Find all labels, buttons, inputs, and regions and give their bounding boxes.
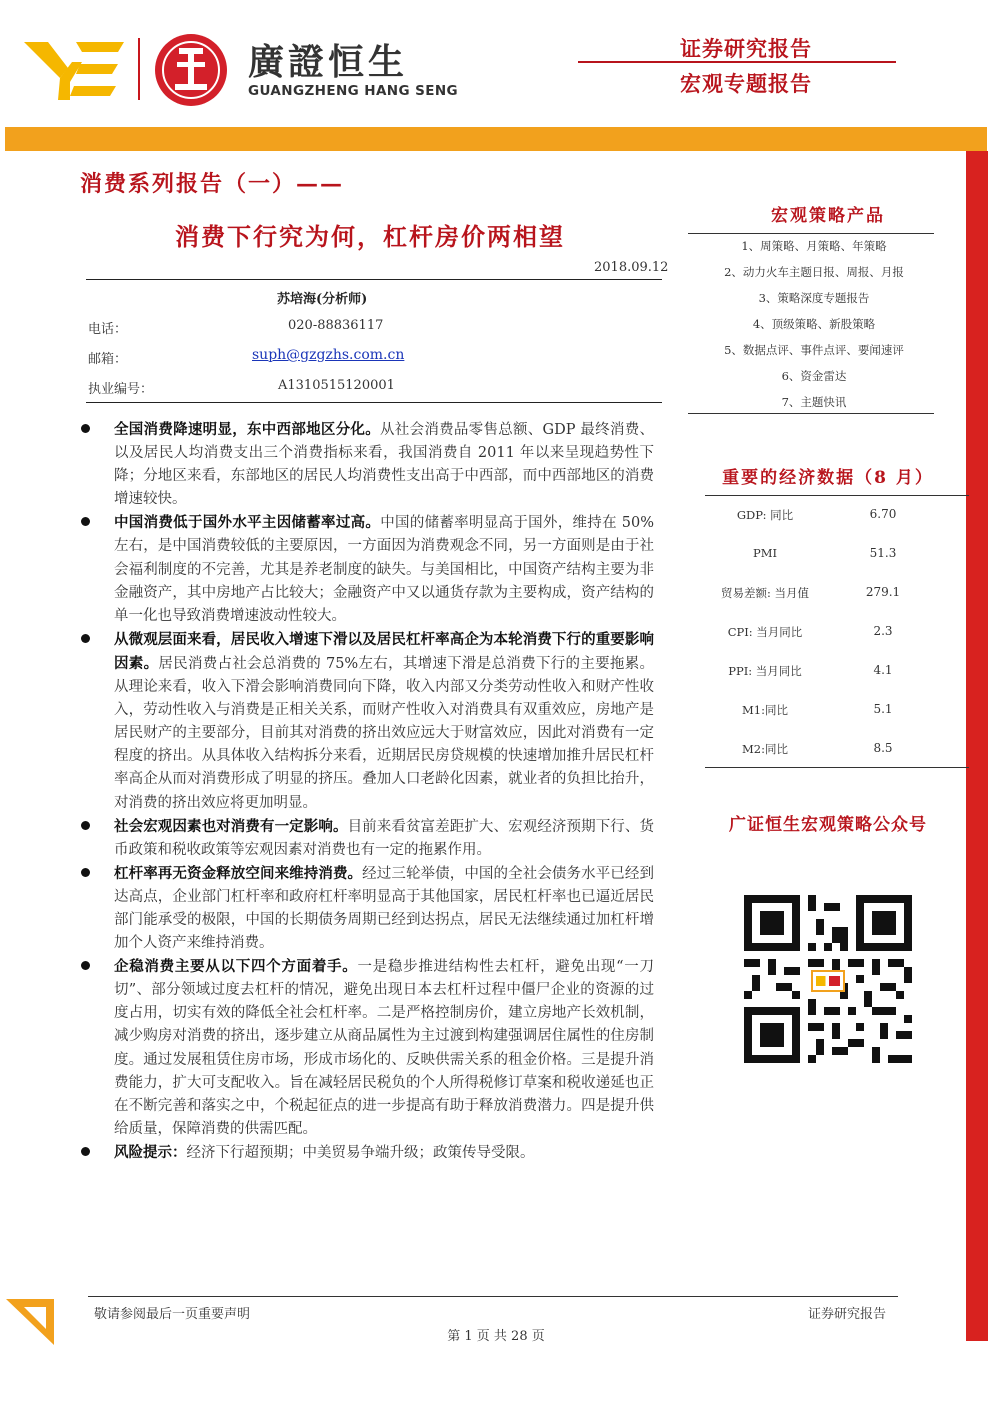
analyst-name: 苏培海(分析师) — [277, 292, 368, 307]
phone-value: 020-88836117 — [288, 318, 384, 333]
products-heading: 宏观策略产品 — [771, 206, 885, 226]
page-number: 第 1 页 共 28 页 — [447, 1329, 545, 1344]
bullet-lead: 杠杆率再无资金释放空间来维持消费。 — [114, 864, 363, 882]
econ-value: 8.5 — [873, 741, 893, 755]
econ-value: 4.1 — [873, 663, 893, 677]
bullet-item — [78, 628, 654, 815]
email-label: 邮箱： — [88, 352, 128, 367]
bullet-icon — [81, 961, 90, 970]
logo-separator — [138, 38, 140, 100]
report-date: 2018.09.12 — [594, 260, 669, 275]
bullet-lead: 全国消费降速明显，东中西部地区分化。 — [114, 421, 380, 438]
title-divider — [86, 279, 662, 280]
bullet-icon — [81, 424, 90, 433]
econ-label: M2:同比 — [742, 742, 788, 756]
econ-label: 贸易差额: 当月值 — [720, 586, 810, 600]
bullet-text: 目前来看贫富差距扩大、宏观经济预期下行、货币政策和税收政策等宏观因素对消费也有一定的拖累作用。 — [114, 818, 655, 858]
econ-label: GDP: 同比 — [736, 508, 794, 522]
bullet-icon — [81, 821, 90, 830]
econ-value: 279.1 — [865, 585, 901, 599]
econ-label: PMI — [752, 546, 778, 560]
product-item: 7、主题快讯 — [781, 395, 847, 409]
product-item: 3、策略深度专题报告 — [758, 291, 870, 305]
product-item: 1、周策略、月策略、年策略 — [741, 239, 887, 253]
bullet-text: 一是稳步推进结构性去杠杆，避免出现“一刀切”、部分领域过度去杠杆的情况，避免出现日本去杠杆过程中僵尸企业的资源的过度占用，切实有效的降低全社会杠杆率。二是严格控制房价，建立房地产长效机制，减少购房对消费的挤出，逐步建立从商品属性为主过渡到构建强调居住属性的住房制度。通过发展租赁住房市场，形成市场化的、反映供需关系的租金价格。三是提升消费能力，扩大可支配收入。旨在减轻居民税负的个人所得税修订草案和税收递延也正在不断完善和落实之中，个税起征点的进一步提高有助于释放消费潜力。四是提升供给质量，保障消费的供需匹配。 — [114, 959, 654, 1137]
bullet-icon — [81, 634, 90, 643]
bullet-lead: 企稳消费主要从以下四个方面着手。 — [114, 958, 358, 976]
bullet-text: 经济下行超预期；中美贸易争端升级；政策传导受限。 — [186, 1144, 535, 1161]
right-edge-bar — [966, 151, 988, 1341]
products-bottom-rule — [688, 413, 934, 414]
bullet-icon — [81, 868, 90, 877]
products-top-rule — [688, 233, 934, 234]
econ-label: M1:同比 — [742, 703, 788, 717]
wechat-heading: 广证恒生宏观策略公众号 — [729, 815, 927, 835]
license-label: 执业编号： — [88, 382, 154, 397]
bullet-text: 居民消费占社会总消费的 75%左右，其增速下滑是总消费下行的主要拖累。从理论来看，收入下滑会影响消费同向下降，收入内部又分类劳动性收入和财产性收入，劳动性收入与消费是正相关关系，而财产性收入对消费具有双重效应，房地产是居民财产的主要部分，目前其对消费的挤出效应远大于财富效应，因此对消费有一定程度的挤出。从具体收入结构拆分来看，近期居民房贷规模的快速增加推升居民杠杆率高企从而对消费形成了明显的挤压。叠加人口老龄化因素，就业者的负担比抬升，对消费的挤出效应将更加明显。 — [114, 655, 654, 811]
report-type: 证券研究报告 — [680, 37, 812, 61]
qr-code-icon[interactable] — [744, 893, 912, 1065]
econ-top-rule — [705, 495, 969, 496]
phone-label: 电话： — [88, 322, 128, 337]
product-item: 2、动力火车主题日报、周报、月报 — [724, 265, 904, 279]
company-logo-icon — [24, 38, 124, 102]
econ-label: PPI: 当月同比 — [728, 664, 802, 678]
bullet-item — [78, 862, 654, 955]
bullet-item — [78, 1141, 654, 1165]
product-item: 4、顶级策略、新股策略 — [752, 317, 876, 331]
logo-chinese-name: 廣證恒生 — [248, 42, 409, 83]
series-title: 消费系列报告（一）—— — [80, 171, 345, 197]
report-title: 消费下行究为何，杠杆房价两相望 — [175, 222, 565, 251]
logo-english-name: GUANGZHENG HANG SENG — [248, 83, 458, 99]
email-link-wrapper — [252, 347, 404, 363]
footer-divider — [88, 1296, 898, 1297]
econ-bottom-rule — [705, 767, 969, 768]
econ-value: 5.1 — [873, 702, 893, 716]
econ-value: 51.3 — [869, 546, 897, 560]
report-subtype: 宏观专题报告 — [680, 72, 812, 96]
email-link[interactable]: suph@gzgzhs.com.cn — [252, 347, 405, 363]
bullet-item — [78, 815, 654, 862]
bullet-lead: 风险提示： — [114, 1143, 187, 1161]
bullet-icon — [81, 517, 90, 526]
econ-value: 6.70 — [869, 507, 897, 521]
hang-seng-seal-icon — [155, 34, 227, 106]
footer-doc-type: 证券研究报告 — [808, 1307, 887, 1322]
bullet-lead: 从微观层面来看，居民收入增速下滑以及居民杠杆率高企为本轮消费下行的重要影响因素。 — [114, 630, 654, 672]
info-divider — [86, 402, 662, 403]
bullet-icon — [81, 1147, 90, 1156]
econ-data-heading: 重要的经济数据（8 月） — [722, 468, 934, 488]
bullet-lead: 社会宏观因素也对消费有一定影响。 — [114, 817, 348, 835]
econ-value: 2.3 — [873, 624, 893, 638]
bullet-item — [78, 955, 654, 1141]
footer-disclaimer: 敬请参阅最后一页重要声明 — [94, 1307, 251, 1322]
bullet-item — [78, 418, 654, 511]
bullet-text: 经过三轮举债，中国的全社会债务水平已经到达高点，企业部门杠杆率和政府杠杆率明显高于其他国家，居民杠杆率也已逼近居民部门能承受的极限，中国的长期债务周期已经到达拐点，居民无法继续通过加杠杆增加个人资产来维持消费。 — [114, 865, 655, 952]
header-band — [5, 127, 987, 151]
bullet-text: 从社会消费品零售总额、GDP 最终消费、以及居民人均消费支出三个消费指标来看，我国消费自 2011 年以来呈现趋势性下降；分地区来看，东部地区的居民人均消费性支出高于中西部，而中西部地区的消费增速较快。 — [114, 422, 655, 508]
bullet-text: 中国的储蓄率明显高于国外，维持在 50%左右，是中国消费较低的主要原因，一方面因为消费观念不同，另一方面则是由于社会福利制度的不完善，尤其是养老制度的缺失。与美国相比，中国资产结构主要为非金融资产，其中房地产占比较大；金融资产中又以通货存款为主要构成，资产结构的单一化也导致消费增速波动性较大。 — [114, 515, 655, 624]
econ-label: CPI: 当月同比 — [727, 625, 803, 639]
bullet-lead: 中国消费低于国外水平主因储蓄率过高。 — [114, 514, 381, 532]
bullet-item — [78, 511, 654, 627]
product-item: 5、数据点评、事件点评、要闻速评 — [724, 343, 904, 357]
license-value: A1310515120001 — [278, 378, 395, 393]
header-divider — [578, 61, 896, 63]
summary-bullets — [78, 418, 654, 1165]
product-item: 6、资金雷达 — [781, 369, 847, 383]
